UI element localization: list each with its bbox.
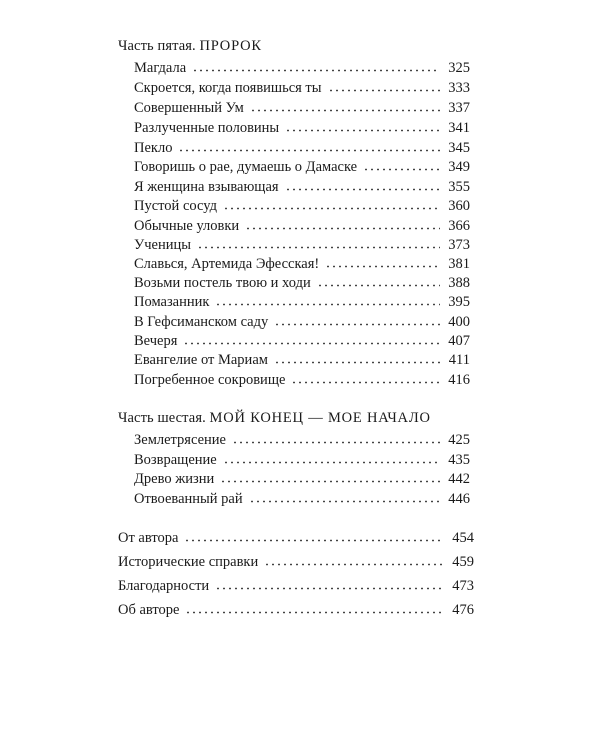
- toc-entry[interactable]: [118, 528, 474, 547]
- toc-entry-page: 446: [448, 491, 470, 507]
- dot-leader: [215, 292, 440, 306]
- toc-entry-title: Благодарности: [118, 578, 210, 594]
- toc-entry-title: Возвращение: [134, 452, 217, 468]
- toc-entry[interactable]: [134, 450, 470, 469]
- toc-entry-title: Возьми постель твою и ходи: [134, 275, 311, 291]
- toc-entry-page: 407: [448, 333, 470, 349]
- toc-entry-page: 366: [448, 218, 470, 234]
- dot-leader: [178, 138, 440, 152]
- toc-entry[interactable]: [134, 254, 470, 273]
- toc-entry[interactable]: [118, 576, 474, 595]
- toc-entry-page: 425: [448, 432, 470, 448]
- toc-entry-title: Отвоеванный рай: [134, 491, 243, 507]
- dot-leader: [215, 576, 444, 590]
- toc-entry[interactable]: [118, 600, 474, 619]
- toc-entry[interactable]: [134, 118, 470, 137]
- toc-entry-title: Ученицы: [134, 237, 192, 253]
- dot-leader: [223, 450, 441, 464]
- toc-entry-page: 381: [448, 256, 470, 272]
- toc-entry[interactable]: [134, 196, 470, 215]
- part-six-name: МОЙ КОНЕЦ — МОЕ НАЧАЛО: [209, 410, 431, 426]
- toc-entry-title: Скроется, когда появишься ты: [134, 80, 322, 96]
- dot-leader: [183, 331, 440, 345]
- part-six-label: Часть шестая.: [118, 410, 206, 426]
- toc-entry-title: Евангелие от Мариам: [134, 352, 268, 368]
- toc-entry-page: 411: [448, 352, 470, 368]
- part-five-name: ПРОРОК: [199, 38, 262, 54]
- toc-entry-page: 333: [448, 80, 470, 96]
- dot-leader: [285, 177, 441, 191]
- toc-entry[interactable]: [134, 58, 470, 77]
- toc-entry-page: 459: [452, 554, 474, 570]
- toc-entry-title: Говоришь о рае, думаешь о Дамаске: [134, 159, 358, 175]
- toc-entry-page: 341: [448, 120, 470, 136]
- toc-entry-page: 416: [448, 372, 470, 388]
- toc-entry-page: 388: [448, 275, 470, 291]
- toc-entry-page: 360: [448, 198, 470, 214]
- dot-leader: [363, 157, 440, 171]
- dot-leader: [264, 552, 444, 566]
- toc-entry-title: Совершенный Ум: [134, 100, 244, 116]
- toc-entry-title: Славься, Артемида Эфесская!: [134, 256, 320, 272]
- toc-entry-page: 349: [448, 159, 470, 175]
- toc-entry[interactable]: [134, 138, 470, 157]
- toc-entry-page: 395: [448, 294, 470, 310]
- toc-entry[interactable]: [134, 98, 470, 117]
- toc-entry-title: От автора: [118, 530, 179, 546]
- toc-entry[interactable]: [134, 331, 470, 350]
- part-five-heading: [118, 38, 262, 55]
- toc-entry[interactable]: [134, 312, 470, 331]
- toc-entry[interactable]: [134, 489, 470, 508]
- toc-entry[interactable]: [134, 469, 470, 488]
- toc-entry-page: 473: [452, 578, 474, 594]
- toc-entry-title: Разлученные половины: [134, 120, 280, 136]
- dot-leader: [197, 235, 440, 249]
- toc-entry-title: Магдала: [134, 60, 187, 76]
- toc-entry[interactable]: [134, 235, 470, 254]
- part-five-label: Часть пятая.: [118, 38, 196, 54]
- toc-entry[interactable]: [134, 177, 470, 196]
- dot-leader: [317, 273, 441, 287]
- dot-leader: [232, 430, 440, 444]
- toc-entry[interactable]: [118, 552, 474, 571]
- toc-entry-title: Об авторе: [118, 602, 180, 618]
- dot-leader: [325, 254, 440, 268]
- toc-entry[interactable]: [134, 157, 470, 176]
- dot-leader: [185, 600, 444, 614]
- toc-entry-title: Погребенное сокровище: [134, 372, 286, 388]
- dot-leader: [249, 489, 441, 503]
- toc-entry-page: 337: [448, 100, 470, 116]
- toc-entry-page: 400: [448, 314, 470, 330]
- toc-entry[interactable]: [134, 430, 470, 449]
- toc-entry-page: 355: [448, 179, 470, 195]
- toc-entry[interactable]: [134, 292, 470, 311]
- dot-leader: [291, 370, 440, 384]
- dot-leader: [223, 196, 440, 210]
- dot-leader: [274, 350, 441, 364]
- toc-entry[interactable]: [134, 273, 470, 292]
- dot-leader: [250, 98, 440, 112]
- toc-entry-title: Древо жизни: [134, 471, 215, 487]
- dot-leader: [274, 312, 440, 326]
- toc-entry-title: Исторические справки: [118, 554, 259, 570]
- toc-entry[interactable]: [134, 350, 470, 369]
- toc-entry-page: 442: [448, 471, 470, 487]
- dot-leader: [184, 528, 444, 542]
- toc-entry[interactable]: [134, 216, 470, 235]
- toc-entry-page: 373: [448, 237, 470, 253]
- toc-entry-title: Пекло: [134, 140, 173, 156]
- toc-entry-title: Вечеря: [134, 333, 178, 349]
- toc-entry-title: В Гефсиманском саду: [134, 314, 269, 330]
- toc-entry-page: 476: [452, 602, 474, 618]
- toc-entry-title: Землетрясение: [134, 432, 226, 448]
- toc-entry-page: 454: [452, 530, 474, 546]
- toc-entry[interactable]: [134, 78, 470, 97]
- toc-entry-title: Обычные уловки: [134, 218, 240, 234]
- toc-entry-title: Помазанник: [134, 294, 210, 310]
- toc-entry-page: 325: [448, 60, 470, 76]
- part-six-heading: [118, 410, 431, 427]
- dot-leader: [192, 58, 440, 72]
- dot-leader: [328, 78, 441, 92]
- dot-leader: [285, 118, 440, 132]
- dot-leader: [220, 469, 440, 483]
- toc-entry-page: 345: [448, 140, 470, 156]
- toc-entry-title: Я женщина взывающая: [134, 179, 279, 195]
- toc-entry[interactable]: [134, 370, 470, 389]
- dot-leader: [245, 216, 440, 230]
- toc-entry-title: Пустой сосуд: [134, 198, 217, 214]
- toc-entry-page: 435: [448, 452, 470, 468]
